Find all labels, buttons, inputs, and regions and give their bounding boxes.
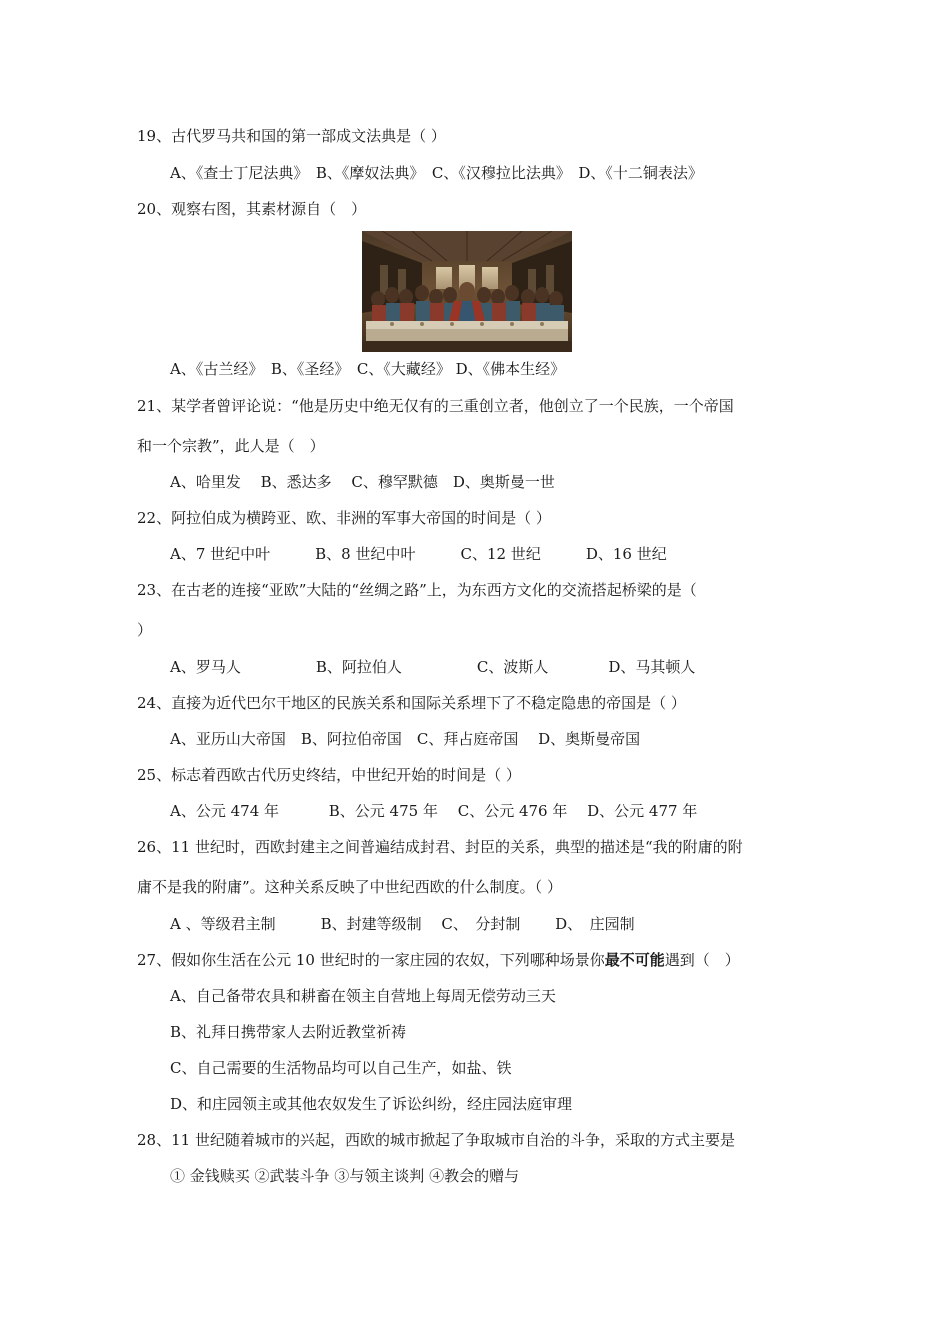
question-26-stem-line1: 26、11 世纪时，西欧封建主之间普遍结成封君、封臣的关系，典型的描述是“我的附庸的附: [137, 838, 743, 856]
question-27-stem-before: 27、假如你生活在公元 10 世纪时的一家庄园的农奴，下列哪种场景你: [137, 951, 605, 969]
question-20-options: A、《古兰经》 B、《圣经》 C、《大藏经》 D、《佛本生经》: [170, 360, 566, 378]
question-25-stem: 25、标志着西欧古代历史终结，中世纪开始的时间是（ ）: [137, 766, 521, 784]
question-20-stem: 20、观察右图，其素材源自（ ）: [137, 200, 367, 218]
question-27-stem: [137, 950, 740, 970]
question-23-stem-line2: ）: [137, 621, 153, 639]
question-24-stem: 24、直接为近代巴尔干地区的民族关系和国际关系埋下了不稳定隐患的帝国是（ ）: [137, 694, 686, 712]
question-28-choices: ① 金钱赎买 ②武装斗争 ③与领主谈判 ④教会的赠与: [170, 1167, 520, 1185]
question-19-stem: 19、古代罗马共和国的第一部成文法典是（ ）: [137, 127, 446, 145]
question-23-stem-line1: 23、在古老的连接“亚欧”大陆的“丝绸之路”上，为东西方文化的交流搭起桥梁的是（: [137, 581, 697, 599]
question-25-options: A、公元 474 年 B、公元 475 年 C、公元 476 年 D、公元 477 年: [170, 802, 698, 820]
question-27-emphasis: 最不可能: [604, 951, 665, 969]
question-27-option-d: D、和庄园领主或其他农奴发生了诉讼纠纷，经庄园法庭审理: [170, 1095, 573, 1113]
question-28-stem: 28、11 世纪随着城市的兴起，西欧的城市掀起了争取城市自治的斗争，采取的方式主要是: [137, 1131, 735, 1149]
question-21-options: A、哈里发 B、悉达多 C、穆罕默德 D、奥斯曼一世: [170, 473, 555, 491]
question-24-options: A、亚历山大帝国 B、阿拉伯帝国 C、拜占庭帝国 D、奥斯曼帝国: [170, 730, 641, 748]
question-21-stem-line1: 21、某学者曾评论说：“他是历史中绝无仅有的三重创立者，他创立了一个民族，一个帝国: [137, 397, 734, 415]
question-19-options: A、《查士丁尼法典》 B、《摩奴法典》 C、《汉穆拉比法典》 D、《十二铜表法》: [170, 164, 703, 182]
question-22-options: A、7 世纪中叶 B、8 世纪中叶 C、12 世纪 D、16 世纪: [170, 545, 667, 563]
question-23-options: A、罗马人 B、阿拉伯人 C、波斯人 D、马其顿人: [170, 658, 696, 676]
question-27-option-b: B、礼拜日携带家人去附近教堂祈祷: [170, 1023, 407, 1041]
painting-image: [362, 231, 572, 352]
question-21-stem-line2: 和一个宗教”，此人是（ ）: [137, 437, 325, 455]
question-26-options: A 、等级君主制 B、封建等级制 C、 分封制 D、 庄园制: [170, 915, 635, 933]
question-27-option-c: C、自己需要的生活物品均可以自己生产，如盐、铁: [170, 1059, 512, 1077]
question-27-option-a: A、自己备带农具和耕畜在领主自营地上每周无偿劳动三天: [170, 987, 556, 1005]
last-supper-painting: [362, 231, 572, 352]
question-22-stem: 22、阿拉伯成为横跨亚、欧、非洲的军事大帝国的时间是（ ）: [137, 509, 551, 527]
question-26-stem-line2: 庸不是我的附庸”。这种关系反映了中世纪西欧的什么制度。（ ）: [137, 878, 562, 896]
question-27-stem-after: 遇到（ ）: [664, 951, 740, 969]
